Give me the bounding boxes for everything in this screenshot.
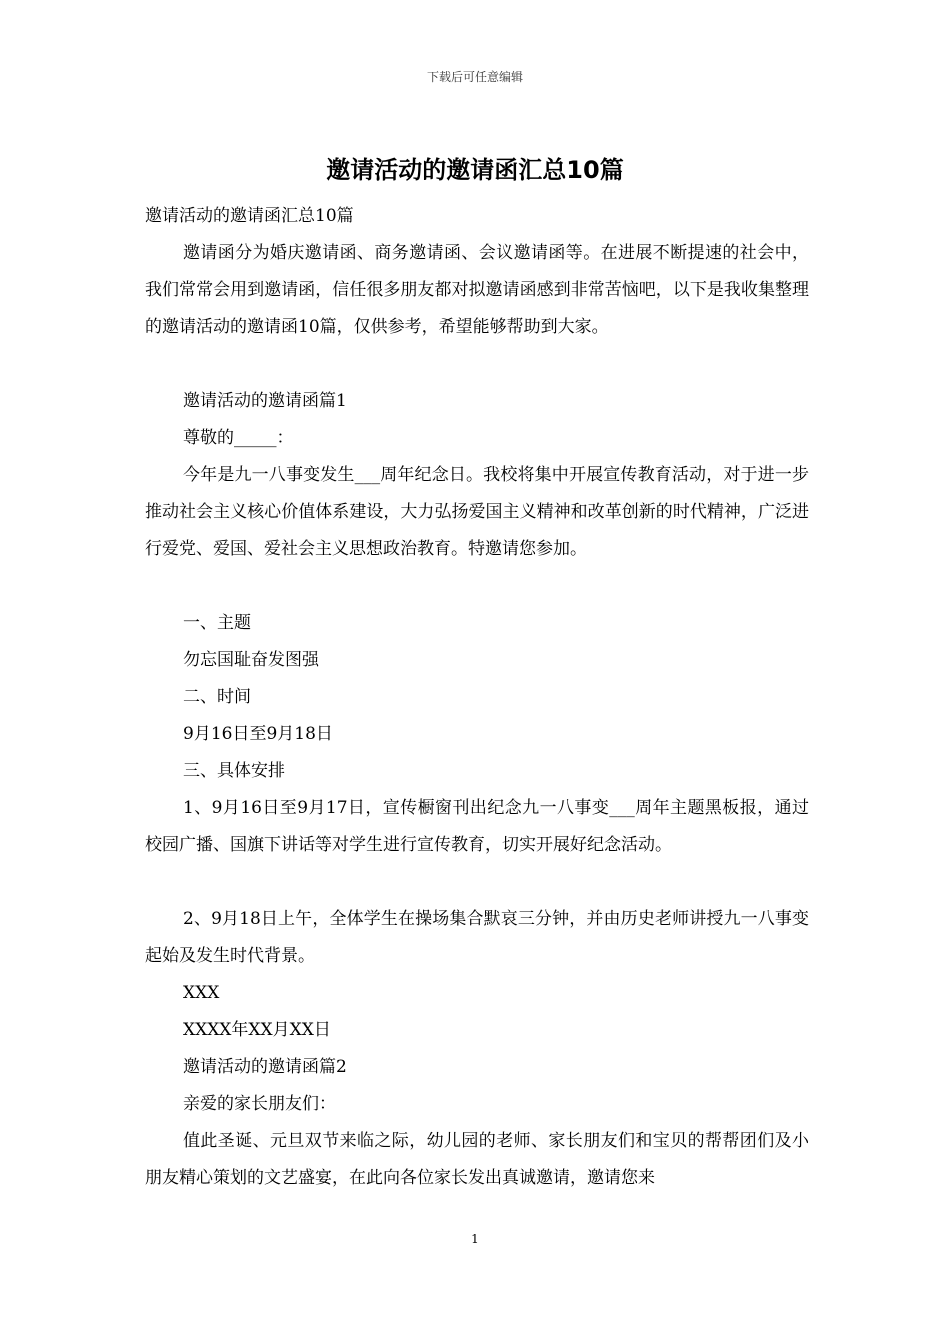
spacer: [145, 864, 809, 901]
letter1-salutation: 尊敬的_____：: [183, 428, 294, 448]
arrangement-item-1: 1、9月16日至9月17日，宣传橱窗刊出纪念九一八事变___周年主题黑板报，通过校园广播、国旗下讲话等对学生进行宣传教育，切实开展好纪念活动。: [145, 798, 809, 855]
page-header: 下载后可任意编辑: [426, 70, 523, 84]
section1-title: 一、主题: [183, 613, 251, 633]
arrangement-item-2: 2、9月18日上午，全体学生在操场集合默哀三分钟，并由历史老师讲授九一八事变起始及发生时代背景。: [145, 909, 809, 966]
letter1-signature: XXX: [183, 983, 220, 1003]
letter2-heading: 邀请活动的邀请函篇2: [183, 1057, 347, 1077]
document-subtitle: 邀请活动的邀请函汇总10篇: [145, 206, 354, 226]
section1-content: 勿忘国耻奋发图强: [183, 650, 319, 670]
page-number: 1: [471, 1232, 479, 1246]
document-title: 邀请活动的邀请函汇总10篇: [326, 156, 624, 184]
intro-paragraph: 邀请函分为婚庆邀请函、商务邀请函、会议邀请函等。在进展不断提速的社会中，我们常常会用到邀请函，信任很多朋友都对拟邀请函感到非常苦恼吧，以下是我收集整理的邀请活动的邀请函10篇，仅供参考，希望能够帮助到大家。: [145, 243, 809, 337]
section2-content: 9月16日至9月18日: [183, 724, 333, 744]
spacer: [145, 346, 809, 383]
letter1-body: 今年是九一八事变发生___周年纪念日。我校将集中开展宣传教育活动，对于进一步推动社会主义核心价值体系建设，大力弘扬爱国主义精神和改革创新的时代精神，广泛进行爱党、爱国、爱社会主义思想政治教育。特邀请您参加。: [145, 465, 809, 559]
section3-title: 三、具体安排: [183, 761, 285, 781]
letter1-heading: 邀请活动的邀请函篇1: [183, 391, 347, 411]
document-body: [145, 198, 809, 1197]
spacer: [145, 568, 809, 605]
letter1-date: XXXX年XX月XX日: [183, 1020, 331, 1040]
letter2-body: 值此圣诞、元旦双节来临之际，幼儿园的老师、家长朋友们和宝贝的帮帮团们及小朋友精心策划的文艺盛宴，在此向各位家长发出真诚邀请，邀请您来: [145, 1131, 809, 1188]
letter2-salutation: 亲爱的家长朋友们：: [183, 1094, 336, 1114]
section2-title: 二、时间: [183, 687, 251, 707]
